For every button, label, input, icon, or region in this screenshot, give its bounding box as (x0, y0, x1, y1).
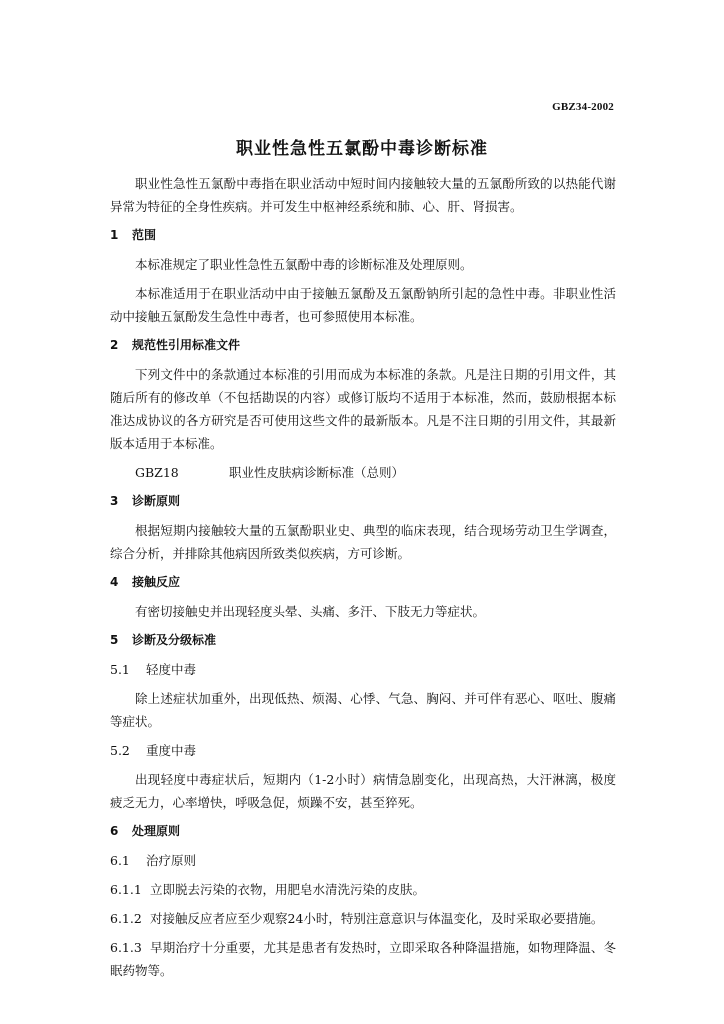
item-number: 6.1.2 (110, 911, 142, 926)
item-text: 早期治疗十分重要，尤其是患者有发热时，立即采取各种降温措施，如物理降温、冬眠药物等。 (110, 940, 616, 978)
section-title: 范围 (132, 228, 157, 242)
diagnosis-principles-paragraph: 根据短期内接触较大量的五氯酚职业史、典型的临床表现，结合现场劳动卫生学调查，综合分析，并排除其他病因所致类似疾病，方可诊断。 (110, 523, 616, 561)
subsection-heading-mild (110, 658, 616, 681)
section-title: 接触反应 (132, 575, 181, 589)
standard-code: GBZ34-2002 (552, 101, 614, 113)
item-text: 立即脱去污染的衣物，用肥皂水清洗污染的皮肤。 (150, 882, 426, 897)
document-title: 职业性急性五氯酚中毒诊断标准 (236, 139, 488, 159)
subsection-number: 5.2 (110, 743, 130, 758)
reference-code: GBZ18 (135, 465, 179, 480)
section-number: 1 (110, 228, 119, 242)
section-heading-references (110, 334, 616, 357)
item-number: 6.1.1 (110, 882, 142, 897)
subsection-title: 治疗原则 (146, 853, 197, 868)
section-heading-diagnosis-principles (110, 490, 616, 513)
section-heading-grading (110, 629, 616, 652)
intro-paragraph: 职业性急性五氯酚中毒指在职业活动中短时间内接触较大量的五氯酚所致的以热能代谢异常为特征的全身性疾病。并可发生中枢神经系统和肺、心、肝、肾损害。 (110, 176, 616, 214)
section-number: 6 (110, 824, 119, 838)
reference-entry (110, 461, 616, 484)
section-title: 规范性引用标准文件 (132, 338, 241, 352)
treatment-item-2 (110, 907, 616, 930)
section-heading-scope (110, 224, 616, 247)
subsection-heading-severe (110, 739, 616, 762)
references-paragraph: 下列文件中的条款通过本标准的引用而成为本标准的条款。凡是注日期的引用文件，其随后所有的修改单（不包括勘误的内容）或修订版均不适用于本标准，然而，鼓励根据本标准达成协议的各方研究是否可使用这些文件的最新版本。凡是不注日期的引用文件，其最新版本适用于本标准。 (110, 367, 616, 451)
section-heading-exposure-reaction (110, 571, 616, 594)
subsection-title: 重度中毒 (146, 743, 197, 758)
subsection-heading-treatment-principles (110, 849, 616, 872)
item-number: 6.1.3 (110, 940, 142, 955)
section-number: 3 (110, 494, 119, 508)
section-title: 诊断原则 (132, 494, 181, 508)
subsection-number: 5.1 (110, 662, 130, 677)
scope-paragraph-2: 本标准适用于在职业活动中由于接触五氯酚及五氯酚钠所引起的急性中毒。非职业性活动中接触五氯酚发生急性中毒者，也可参照使用本标准。 (110, 286, 616, 324)
exposure-reaction-paragraph: 有密切接触史并出现轻度头晕、头痛、多汗、下肢无力等症状。 (135, 604, 486, 619)
scope-paragraph-1: 本标准规定了职业性急性五氯酚中毒的诊断标准及处理原则。 (135, 257, 473, 272)
item-text: 对接触反应者应至少观察24小时，特别注意意识与体温变化，及时采取必要措施。 (150, 911, 604, 926)
section-title: 诊断及分级标准 (132, 633, 217, 647)
subsection-title: 轻度中毒 (146, 662, 197, 677)
section-number: 4 (110, 575, 119, 589)
treatment-item-1 (110, 878, 616, 901)
reference-title: 职业性皮肤病诊断标准（总则） (229, 465, 405, 480)
severe-poisoning-paragraph: 出现轻度中毒症状后，短期内（1-2小时）病情急剧变化，出现高热，大汗淋漓，极度疲乏无力，心率增快，呼吸急促，烦躁不安，甚至猝死。 (110, 772, 616, 810)
section-title: 处理原则 (132, 824, 181, 838)
document-body (110, 172, 616, 988)
mild-poisoning-paragraph: 除上述症状加重外，出现低热、烦渴、心悸、气急、胸闷、并可伴有恶心、呕吐、腹痛等症状。 (110, 691, 616, 729)
section-number: 5 (110, 633, 119, 647)
treatment-item-3 (110, 936, 616, 982)
subsection-number: 6.1 (110, 853, 130, 868)
section-number: 2 (110, 338, 119, 352)
section-heading-treatment (110, 820, 616, 843)
